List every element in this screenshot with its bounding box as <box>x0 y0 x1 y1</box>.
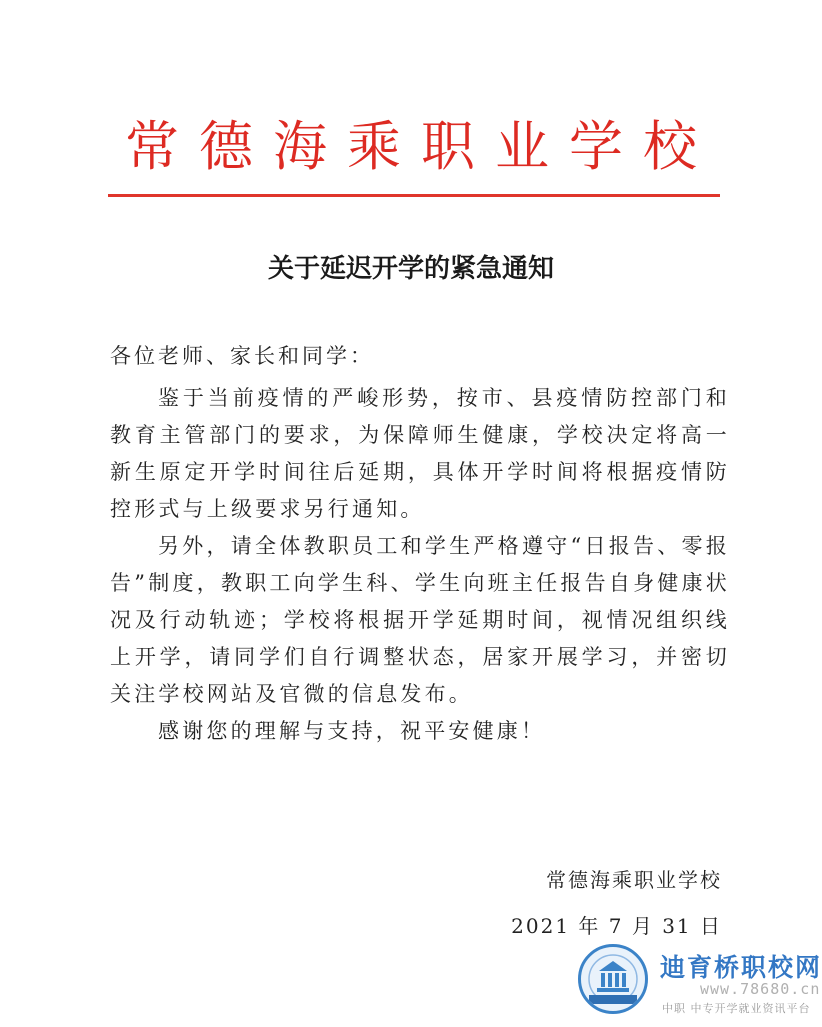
watermark-site-name: 迪育桥职校网 <box>660 953 822 982</box>
notice-title: 关于延迟开学的紧急通知 <box>267 254 554 284</box>
watermark-logo-icon <box>578 944 648 1014</box>
salutation: 各位老师、家长和同学： <box>110 344 374 368</box>
watermark-url: www.78680.cn <box>700 980 821 998</box>
letterhead-school-name: 常德海乘职业学校 <box>125 115 717 178</box>
paragraph: 鉴于当前疫情的严峻形势，按市、县疫情防控部门和教育主管部门的要求，为保障师生健康，学校决定将高一新生原定开学时间往后延期，具体开学时间将根据疫情防控形式与上级要求另行通知。 <box>110 386 730 521</box>
letterhead-divider <box>108 194 720 197</box>
date: 2021 年 7 月 31 日 <box>511 914 722 938</box>
paragraph: 另外，请全体教职员工和学生严格遵守“日报告、零报告”制度，教职工向学生科、学生向班主任报告自身健康状况及行动轨迹；学校将根据开学延期时间，视情况组织线上开学，请同学们自行调整状态，居家开展学习，并密切关注学校网站及官微的信息发布。 <box>110 534 730 706</box>
notice-body <box>110 380 730 750</box>
site-watermark <box>576 942 822 1027</box>
signature: 常德海乘职业学校 <box>546 868 722 892</box>
paragraph: 感谢您的理解与支持，祝平安健康！ <box>158 719 546 743</box>
watermark-tagline: 中职 中专开学就业资讯平台 <box>662 1002 811 1015</box>
